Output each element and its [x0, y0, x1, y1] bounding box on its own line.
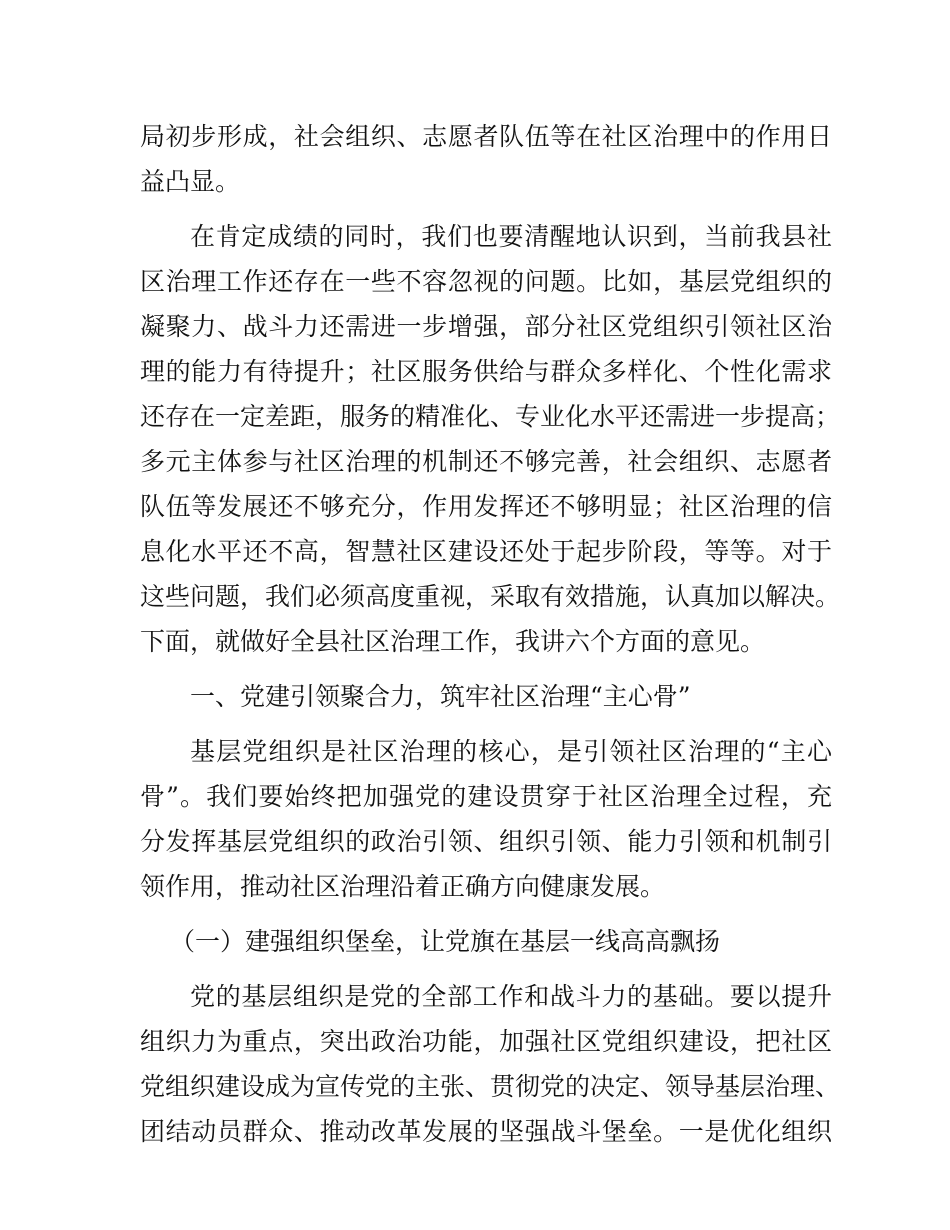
subsection-heading — [140, 919, 832, 964]
text-line: 在肯定成绩的同时，我们也要清醒地认识到，当前我县社 — [190, 222, 832, 251]
text-line: 领作用，推动社区治理沿着正确方向健康发展。 — [140, 872, 666, 901]
text-line: 一、党建引领聚合力，筑牢社区治理“主心骨” — [190, 682, 691, 711]
text-line: 党组织建设成为宣传党的主张、贯彻党的决定、领导基层治理、 — [140, 1072, 841, 1101]
text-line: 理的能力有待提升；社区服务供给与群众多样化、个性化需求 — [140, 357, 832, 386]
text-line: 党的基层组织是党的全部工作和战斗力的基础。要以提升 — [190, 982, 832, 1011]
text-line: 多元主体参与社区治理的机制还不够完善，社会组织、志愿者 — [140, 447, 832, 476]
text-line: 息化水平还不高，智慧社区建设还处于起步阶段，等等。对于 — [140, 537, 832, 566]
text-line: 分发挥基层党组织的政治引领、组织引领、能力引领和机制引 — [140, 827, 832, 856]
body-paragraph — [140, 729, 832, 909]
text-line: 还存在一定差距，服务的精准化、专业化水平还需进一步提高； — [140, 402, 841, 431]
text-line: （一）建强组织堡垒，让党旗在基层一线高高飘扬 — [170, 927, 721, 956]
text-line: 局初步形成，社会组织、志愿者队伍等在社区治理中的作用日 — [140, 122, 832, 151]
text-line: 组织力为重点，突出政治功能，加强社区党组织建设，把社区 — [140, 1027, 832, 1056]
text-line: 这些问题，我们必须高度重视，采取有效措施，认真加以解决。 — [140, 582, 841, 611]
text-line: 队伍等发展还不够充分，作用发挥还不够明显；社区治理的信 — [140, 492, 832, 521]
body-paragraph — [140, 114, 832, 204]
text-line: 骨”。我们要始终把加强党的建设贯穿于社区治理全过程，充 — [140, 782, 832, 811]
body-paragraph — [140, 974, 841, 1154]
text-line: 下面，就做好全县社区治理工作，我讲六个方面的意见。 — [140, 627, 766, 656]
text-line: 基层党组织是社区治理的核心，是引领社区治理的“主心 — [190, 737, 832, 766]
section-heading — [140, 674, 832, 719]
text-line: 益凸显。 — [140, 167, 241, 196]
text-line: 团结动员群众、推动改革发展的坚强战斗堡垒。一是优化组织 — [140, 1117, 832, 1146]
text-line: 区治理工作还存在一些不容忽视的问题。比如，基层党组织的 — [140, 267, 832, 296]
document-page — [140, 114, 841, 1164]
body-paragraph — [140, 214, 841, 664]
text-line: 凝聚力、战斗力还需进一步增强，部分社区党组织引领社区治 — [140, 312, 832, 341]
